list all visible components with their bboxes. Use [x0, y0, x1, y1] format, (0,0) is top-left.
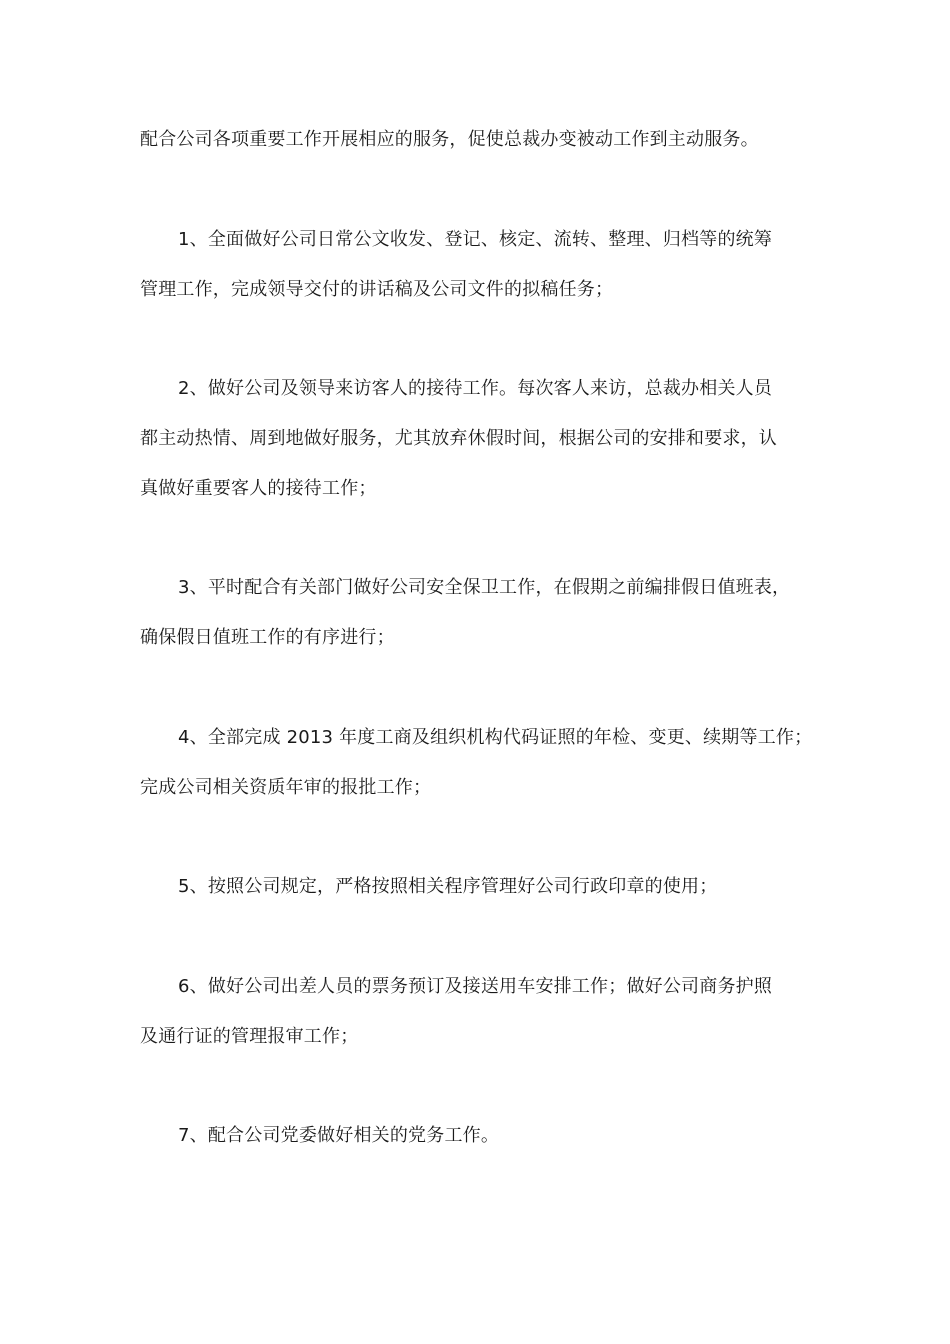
item-1-line-2: 管理工作，完成领导交付的讲话稿及公司文件的拟稿任务； — [140, 279, 614, 300]
item-6-line-2: 及通行证的管理报审工作； — [140, 1026, 359, 1047]
item-4-line-2: 完成公司相关资质年审的报批工作； — [140, 777, 432, 798]
item-2-line-2: 都主动热情、周到地做好服务，尤其放弃休假时间，根据公司的安排和要求，认 — [140, 428, 777, 449]
item-1-line-1: 1、全面做好公司日常公文收发、登记、核定、流转、整理、归档等的统筹 — [178, 229, 773, 250]
item-2-line-1: 2、做好公司及领导来访客人的接待工作。每次客人来访，总裁办相关人员 — [178, 378, 773, 399]
intro-paragraph: 配合公司各项重要工作开展相应的服务，促使总裁办变被动工作到主动服务。 — [140, 129, 759, 150]
item-6-line-1: 6、做好公司出差人员的票务预订及接送用车安排工作；做好公司商务护照 — [178, 976, 773, 997]
item-4-line-1: 4、全部完成 2013 年度工商及组织机构代码证照的年检、变更、续期等工作； — [178, 727, 813, 748]
item-7-line-1: 7、配合公司党委做好相关的党务工作。 — [178, 1125, 500, 1146]
item-3-line-2: 确保假日值班工作的有序进行； — [140, 627, 395, 648]
item-3-line-1: 3、平时配合有关部门做好公司安全保卫工作，在假期之前编排假日值班表， — [178, 577, 791, 598]
item-2-line-3: 真做好重要客人的接待工作； — [140, 478, 377, 499]
item-5-line-1: 5、按照公司规定，严格按照相关程序管理好公司行政印章的使用； — [178, 876, 718, 897]
